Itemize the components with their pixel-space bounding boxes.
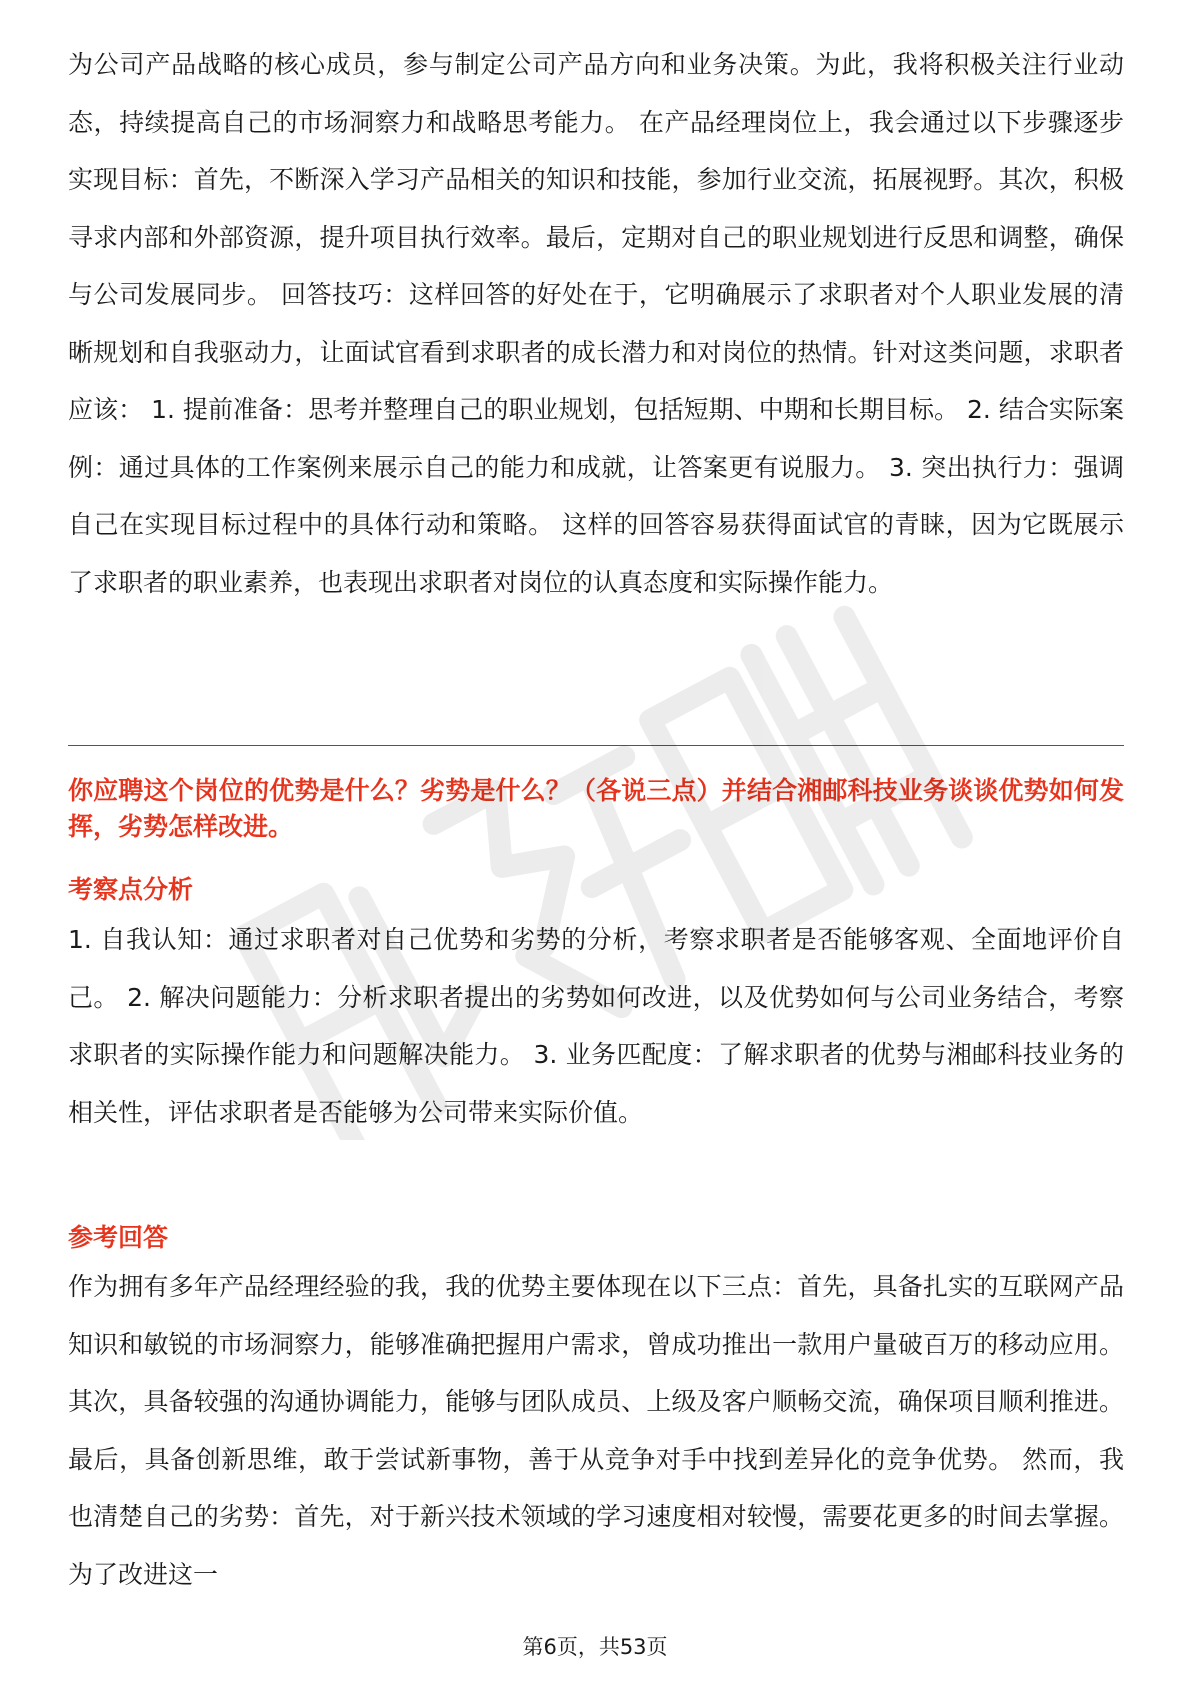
answer-section	[68, 1258, 1124, 1603]
answer-heading: 参考回答	[68, 1223, 169, 1252]
answer-paragraph: 作为拥有多年产品经理经验的我，我的优势主要体现在以下三点：首先，具备扎实的互联网产品知识和敏锐的市场洞察力，能够准确把握用户需求，曾成功推出一款用户量破百万的移动应用。其次，具备较强的沟通协调能力，能够与团队成员、上级及客户顺畅交流，确保项目顺利推进。最后，具备创新思维，敢于尝试新事物，善于从竞争对手中找到差异化的竞争优势。 然而，我也清楚自己的劣势：首先，对于新兴技术领域的学习速度相对较慢，需要花更多的时间去掌握。为了改进这一	[68, 1272, 1124, 1589]
intro-section	[68, 36, 1124, 611]
page-footer: 第6页，共53页	[522, 1635, 668, 1659]
section-divider	[68, 745, 1124, 746]
question-title: 你应聘这个岗位的优势是什么？劣势是什么？（各说三点）并结合湘邮科技业务谈谈优势如何发挥，劣势怎样改进。	[68, 776, 1124, 841]
intro-paragraph: 为公司产品战略的核心成员，参与制定公司产品方向和业务决策。为此，我将积极关注行业动态，持续提高自己的市场洞察力和战略思考能力。 在产品经理岗位上，我会通过以下步骤逐步实现目标：首先，不断深入学习产品相关的知识和技能，参加行业交流，拓展视野。其次，积极寻求内部和外部资源，提升项目执行效率。最后，定期对自己的职业规划进行反思和调整，确保与公司发展同步。 回答技巧：这样回答的好处在于，它明确展示了求职者对个人职业发展的清晰规划和自我驱动力，让面试官看到求职者的成长潜力和对岗位的热情。针对这类问题，求职者应该： 1. 提前准备：思考并整理自己的职业规划，包括短期、中期和长期目标。 2. 结合实际案例：通过具体的工作案例来展示自己的能力和成就，让答案更有说服力。 3. 突出执行力：强调自己在实现目标过程中的具体行动和策略。 这样的回答容易获得面试官的青睐，因为它既展示了求职者的职业素养，也表现出求职者对岗位的认真态度和实际操作能力。	[68, 50, 1124, 597]
analysis-section	[68, 911, 1124, 1141]
analysis-heading: 考察点分析	[68, 875, 194, 904]
analysis-paragraph: 1. 自我认知：通过求职者对自己优势和劣势的分析，考察求职者是否能够客观、全面地评价自己。 2. 解决问题能力：分析求职者提出的劣势如何改进，以及优势如何与公司业务结合，考察求职者的实际操作能力和问题解决能力。 3. 业务匹配度：了解求职者的优势与湘邮科技业务的相关性，评估求职者是否能够为公司带来实际价值。	[68, 925, 1124, 1127]
